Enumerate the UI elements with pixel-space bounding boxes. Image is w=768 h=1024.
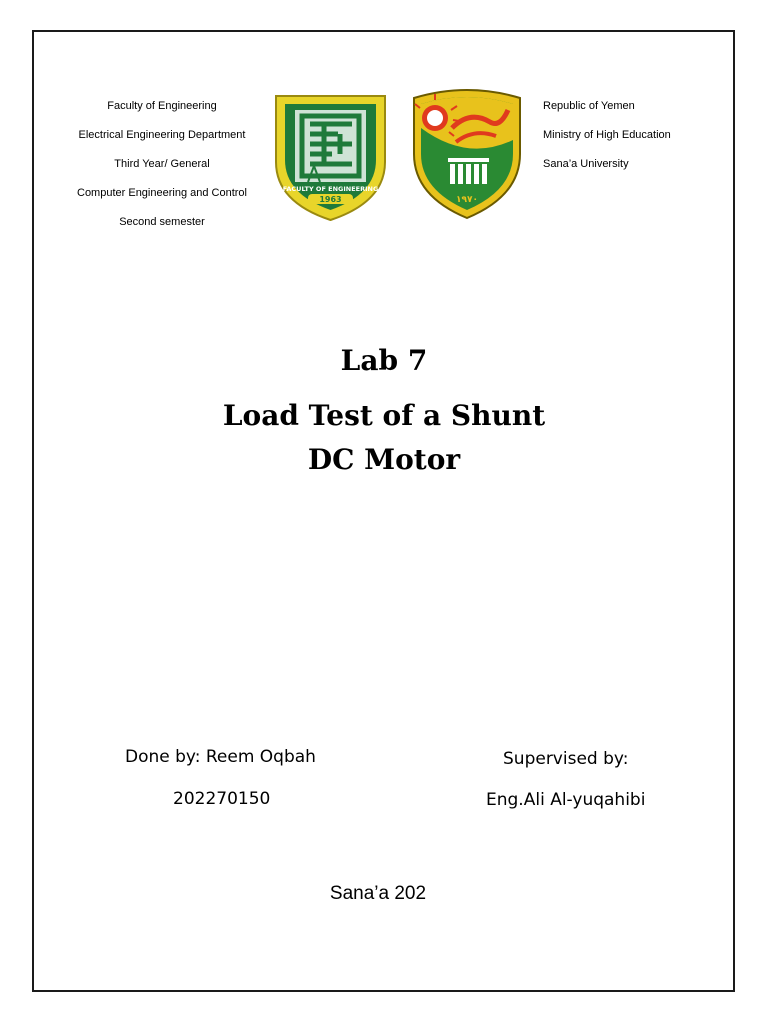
svg-text:١٩٧٠: ١٩٧٠	[456, 195, 478, 205]
semester: Second semester	[119, 216, 205, 228]
faculty-name: Faculty of Engineering	[107, 100, 217, 112]
department-name: Electrical Engineering Department	[78, 129, 246, 141]
university-logo	[408, 88, 526, 222]
supervisor-name: Eng.Ali Al-yuqahibi	[486, 790, 646, 810]
svg-text:FACULTY OF ENGINEERING: FACULTY OF ENGINEERING	[282, 185, 379, 193]
lab-title-line-2: DC Motor	[307, 443, 461, 476]
place-year: Sana’a 202	[329, 883, 427, 904]
country-name: Republic of Yemen	[543, 100, 635, 112]
ministry-name: Ministry of High Education	[543, 129, 671, 141]
year-level: Third Year/ General	[114, 158, 210, 170]
done-by-label: Done by: Reem Oqbah	[125, 747, 316, 767]
country-info-block	[543, 92, 733, 179]
faculty-info-block	[62, 92, 262, 237]
lab-title-line-1: Load Test of a Shunt	[222, 399, 546, 432]
student-id: 202270150	[173, 789, 271, 809]
lab-number: Lab 7	[340, 344, 428, 377]
supervised-by-label: Supervised by:	[503, 749, 629, 769]
university-name: Sana’a University	[543, 158, 629, 170]
program-name: Computer Engineering and Control	[77, 187, 247, 199]
svg-text:1963: 1963	[319, 195, 342, 204]
faculty-logo	[268, 90, 393, 225]
